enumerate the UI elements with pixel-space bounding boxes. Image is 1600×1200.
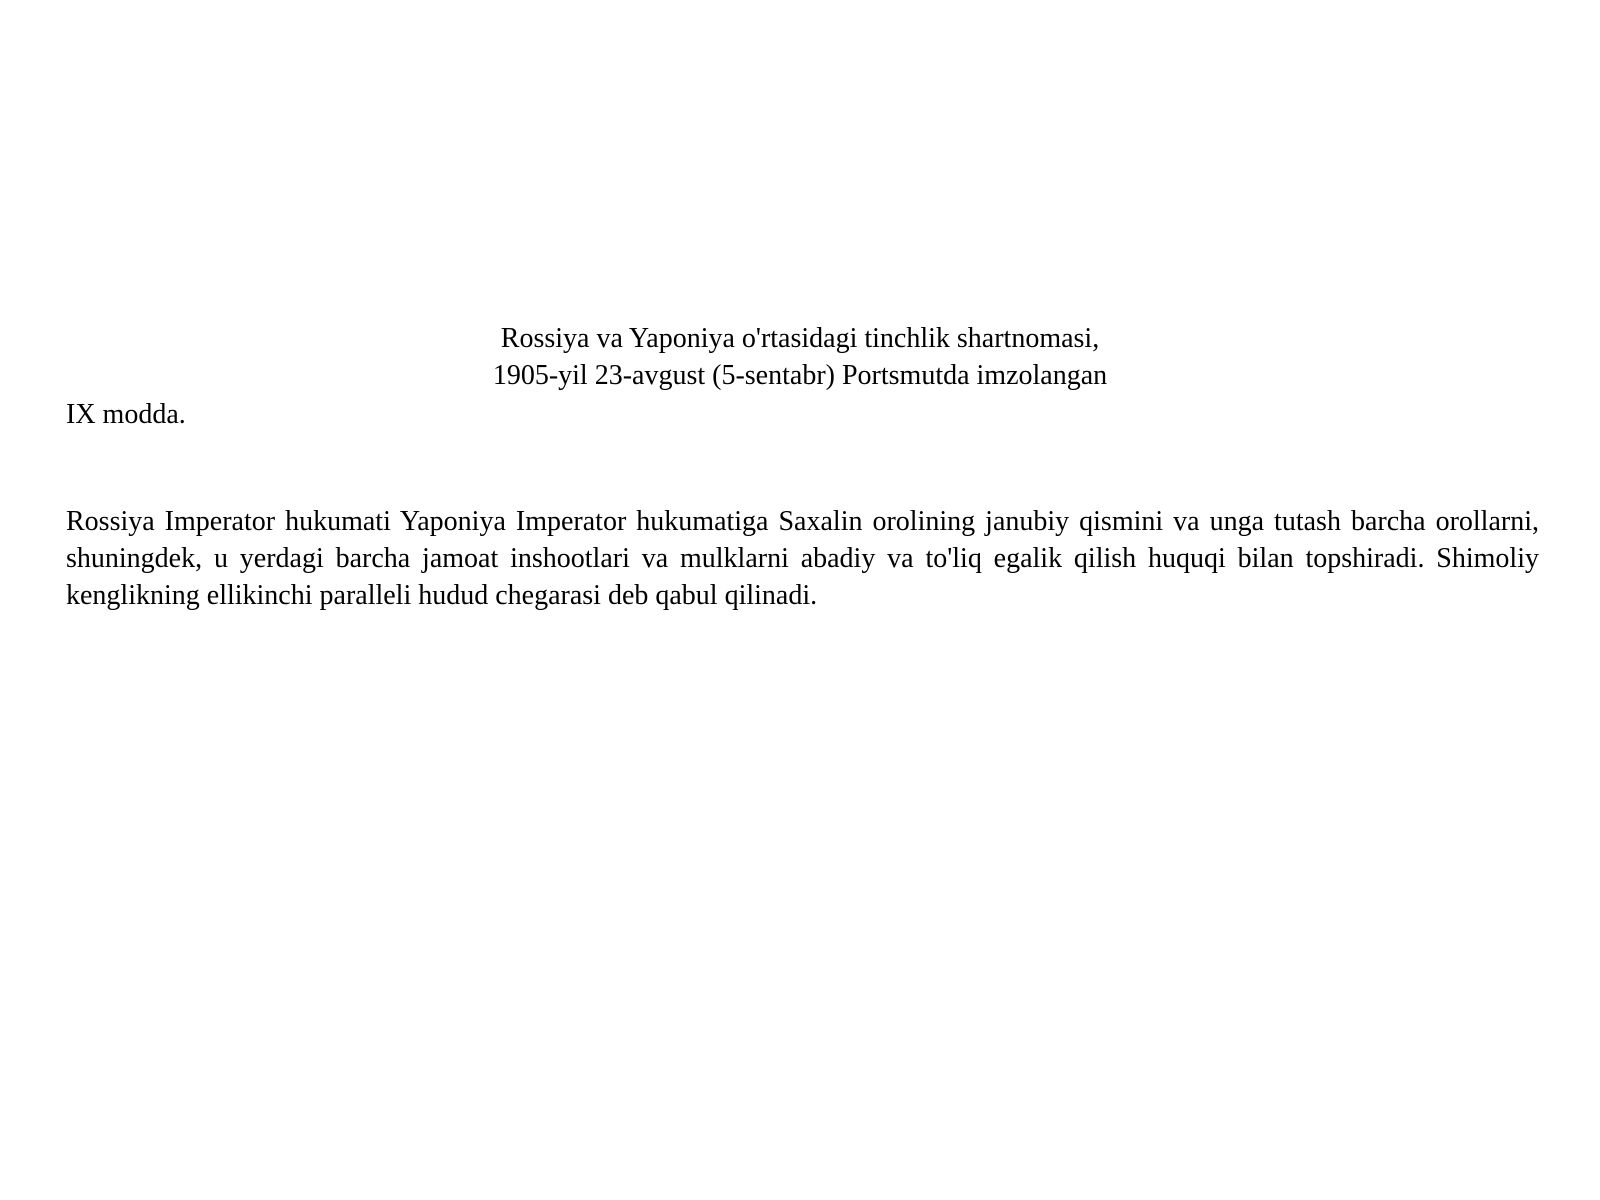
article-heading: IX modda. <box>66 399 186 430</box>
body-paragraph: Rossiya Imperator hukumati Yaponiya Imperator hukumatiga Saxalin orolining janubiy qismini va unga tutash barcha orollarni, shuningdek, u yerdagi barcha jamoat inshootlari va mulklarni abadiy va to'liq egalik qilish huquqi bilan topshiradi. Shimoliy kenglikning ellikinchi paralleli hudud chegarasi deb qabul qilinadi. <box>66 506 1539 611</box>
title-line-2: 1905-yil 23-avgust (5-sentabr) Portsmutda imzolangan <box>492 360 1108 391</box>
title-line-1: Rossiya va Yaponiya o'rtasidagi tinchlik shartnomasi, <box>500 323 1100 354</box>
document-title <box>0 320 1600 394</box>
